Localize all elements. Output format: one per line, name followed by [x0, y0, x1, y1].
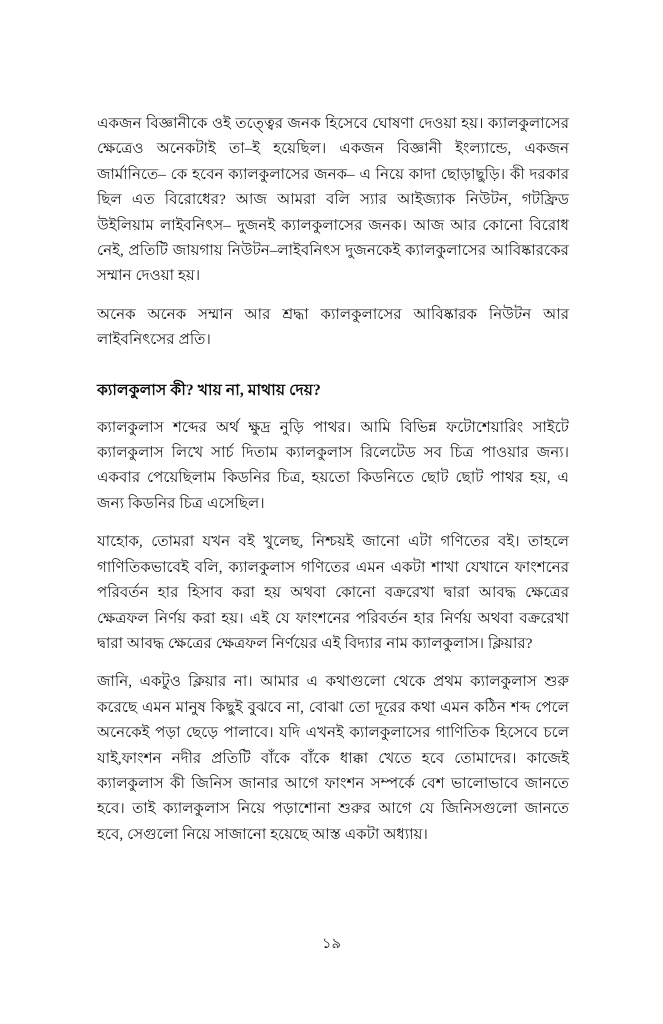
page-number: ১৯ — [322, 936, 341, 952]
paragraph-word-meaning-pebble: ক্যালকুলাস শব্দের অর্থ ক্ষুদ্র নুড়ি পাথর। আমি বিভিন্ন ফটোশেয়ারিং সাইটে ক্যালকুলাস লিখে সার্চ দিতাম ক্যালকুলাস রিলেটেড সব চিত্র পাওয়ার জন্য। একবার পেয়েছিলাম কিডনির চিত্র, হয়তো কিডনিতে ছোট ছোট পাথর হয়, এ জন্য কিডনির চিত্র এসেছিল। — [97, 419, 569, 512]
paragraph-respect-to-inventors: অনেক অনেক সম্মান আর শ্রদ্ধা ক্যালকুলাসের আবিষ্কারক নিউটন আর লাইবনিৎসের প্রতি। — [97, 306, 569, 349]
page-content-column — [97, 112, 569, 848]
paragraph-not-clear-yet: জানি, একটুও ক্লিয়ার না। আমার এ কথাগুলো থেকে প্রথম ক্যালকুলাস শুরু করেছে এমন মানুষ কিছুই বুঝবে না, বোঝা তো দূরের কথা এমন কঠিন শব্দ পেলে অনেকেই পড়া ছেড়ে পালাবে। যদি এখনই ক্যালকুলাসের গাণিতিক হিসেবে চলে যাই,ফাংশন নদীর প্রতিটি বাঁকে বাঁকে ধাক্কা খেতে হবে তোমাদের। কাজেই ক্যালকুলাস কী জিনিস জানার আগে ফাংশন সম্পর্কে বেশ ভালোভাবে জানতে হবে। তাই ক্যালকুলাস নিয়ে পড়াশোনা শুরুর আগে যে জিনিসগুলো জানতে হবে, সেগুলো নিয়ে সাজানো হয়েছে আস্ত একটা অধ্যায়। — [97, 674, 569, 843]
paragraph-calculus-fathers: একজন বিজ্ঞানীকে ওই তত্ত্বের জনক হিসেবে ঘোষণা দেওয়া হয়। ক্যালকুলাসের ক্ষেত্রেও অনেকটাই তা–ই হয়েছিল। একজন বিজ্ঞানী ইংল্যান্ডে, একজন জার্মানিতে– কে হবেন ক্যালকুলাসের জনক– এ নিয়ে কাদা ছোড়াছুড়ি। কী দরকার ছিল এত বিরোধের? আজ আমরা বলি স্যার আইজ্যাক নিউটন, গটফ্রিড উইলিয়াম লাইবনিৎস– দুজনই ক্যালকুলাসের জনক। আজ আর কোনো বিরোধ নেই, প্রতিটি জায়গায় নিউটন–লাইবনিৎস দুজনকেই ক্যালকুলাসের আবিষ্কারকের সম্মান দেওয়া হয়। — [97, 116, 569, 285]
heading-what-is-calculus: ক্যালকুলাস কী? খায় না, মাথায় দেয়? — [97, 381, 321, 399]
paragraph-mathematical-definition: যাহোক, তোমরা যখন বই খুলেছ, নিশ্চয়ই জানো এটা গণিতের বই। তাহলে গাণিতিকভাবেই বলি, ক্যালকুলাস গণিতের এমন একটা শাখা যেখানে ফাংশনের পরিবর্তন হার হিসাব করা হয় অথবা কোনো বক্ররেখা দ্বারা আবদ্ধ ক্ষেত্রের ক্ষেত্রফল নির্ণয় করা হয়। এই যে ফাংশনের পরিবর্তন হার নির্ণয় অথবা বক্ররেখা দ্বারা আবদ্ধ ক্ষেত্রের ক্ষেত্রফল নির্ণয়ের এই বিদ্যার নাম ক্যালকুলাস। ক্লিয়ার? — [97, 534, 569, 652]
